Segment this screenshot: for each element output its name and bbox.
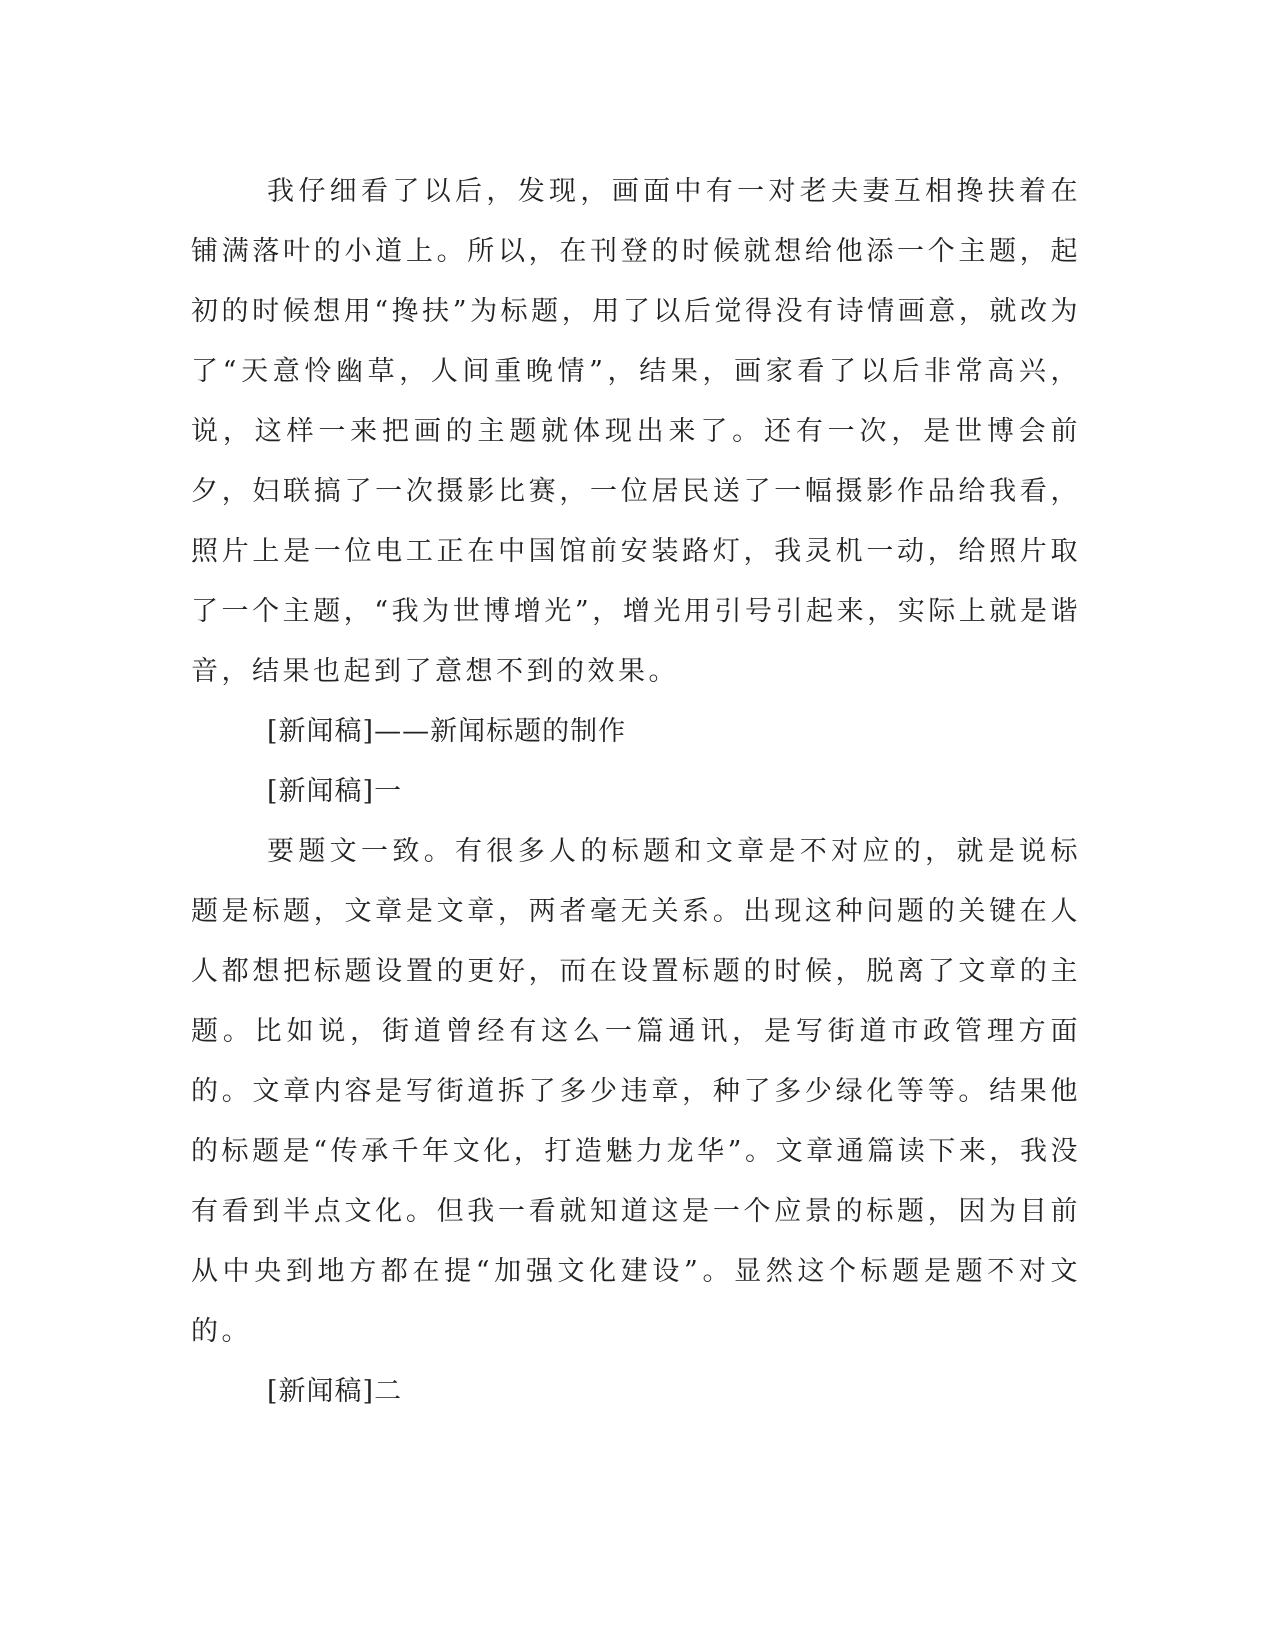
section-heading: [新闻稿]——新闻标题的制作 [267,716,627,747]
section-heading: [新闻稿]一 [267,776,403,807]
section-heading: [新闻稿]二 [267,1376,403,1407]
body-paragraph: 我仔细看了以后，发现，画面中有一对老夫妻互相搀扶着在铺满落叶的小道上。所以，在刊登的时候就想给他添一个主题，起初的时候想用“搀扶”为标题，用了以后觉得没有诗情画意，就改为了“天意怜幽草，人间重晚情”，结果，画家看了以后非常高兴，说，这样一来把画的主题就体现出来了。还有一次，是世博会前夕，妇联搞了一次摄影比赛，一位居民送了一幅摄影作品给我看，照片上是一位电工正在中国馆前安装路灯，我灵机一动，给照片取了一个主题，“我为世博增光”，增光用引号引起来，实际上就是谐音，结果也起到了意想不到的效果。 [191,176,1081,687]
document-body [191,162,1081,1422]
body-paragraph: 要题文一致。有很多人的标题和文章是不对应的，就是说标题是标题，文章是文章，两者毫无关系。出现这种问题的关键在人人都想把标题设置的更好，而在设置标题的时候，脱离了文章的主题。比如说，街道曾经有这么一篇通讯，是写街道市政管理方面的。文章内容是写街道拆了多少违章，种了多少绿化等等。结果他的标题是“传承千年文化，打造魅力龙华”。文章通篇读下来，我没有看到半点文化。但我一看就知道这是一个应景的标题，因为目前从中央到地方都在提“加强文化建设”。显然这个标题是题不对文的。 [191,836,1081,1347]
